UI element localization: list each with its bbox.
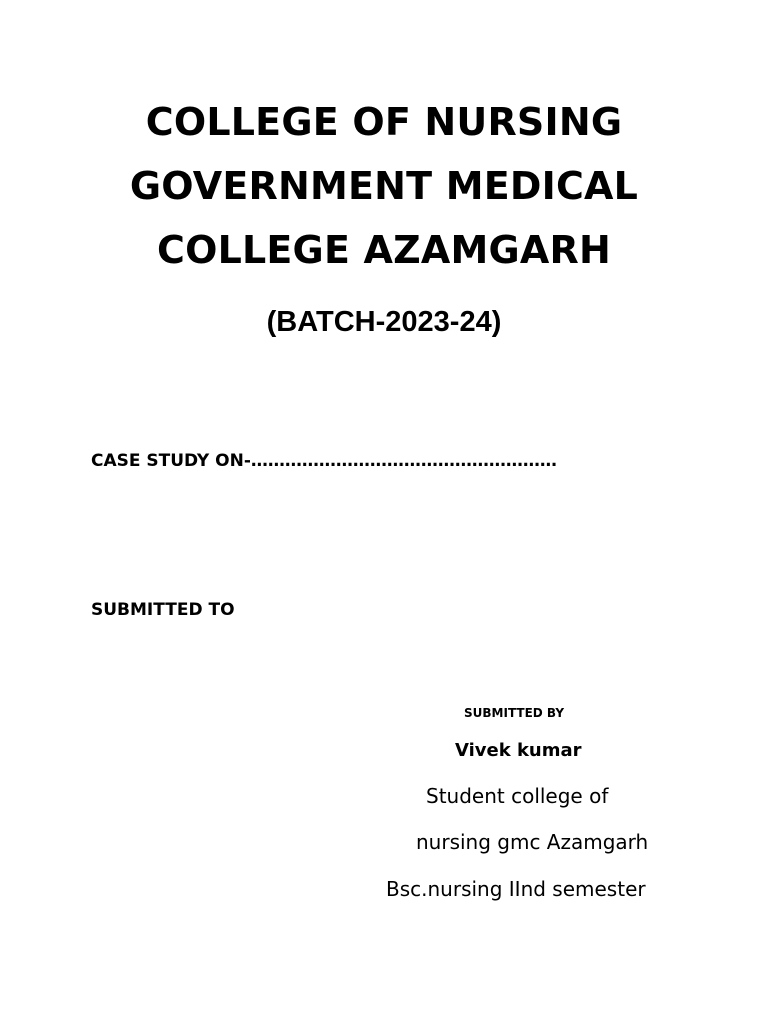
college-title (0, 90, 768, 282)
student-name: Vivek kumar (455, 740, 582, 761)
batch-label: (BATCH-2023-24) (266, 306, 502, 338)
student-detail-line: Bsc.nursing IInd semester (386, 877, 646, 901)
title-line: COLLEGE AZAMGARH (156, 228, 611, 272)
case-study-line: CASE STUDY ON-……………………………………………… (91, 451, 557, 471)
submitted-to-label: SUBMITTED TO (91, 600, 235, 620)
submitted-by-label: SUBMITTED BY (464, 706, 565, 720)
student-detail-line: Student college of (426, 784, 609, 808)
title-line: COLLEGE OF NURSING (145, 100, 623, 144)
student-detail-line: nursing gmc Azamgarh (416, 830, 649, 854)
title-line: GOVERNMENT MEDICAL (129, 164, 639, 208)
